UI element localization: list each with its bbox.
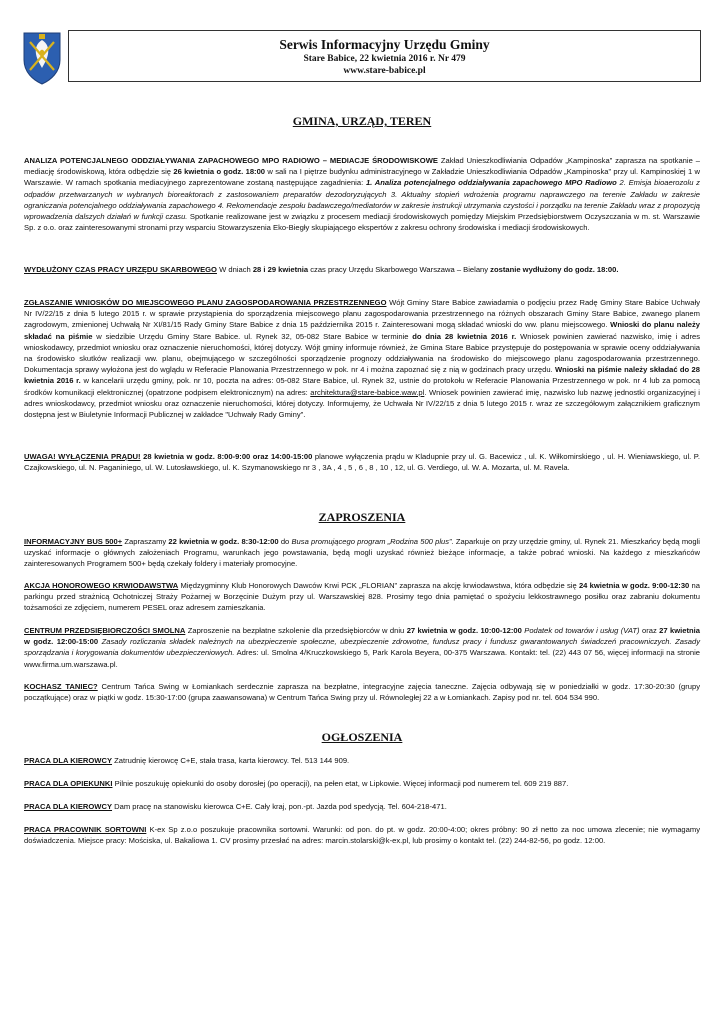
item-text: 24 kwietnia w godz. 9:00-12:30 <box>578 581 690 590</box>
item-text: 1. Analiza potencjalnego oddziaływania zapachowego MPO Radiowo <box>365 178 617 188</box>
item-text: oraz <box>639 626 660 635</box>
item-text: Zakład Unieszkodliwiania Odpadów „Kampinoska” zaprasza na spotkanie – mediację środowiskową, która odbędzie się <box>24 156 700 177</box>
item-text: czas pracy Urzędu Skarbowego Warszawa – Bielany <box>308 265 491 274</box>
item-text: ANALIZA POTENCJALNEGO ODDZIAŁYWANIA ZAPACHOWEGO MPO RADIOWO – MEDIACJE ŚRODOWISKOWE <box>24 156 438 165</box>
notice-zoning-plan <box>24 297 700 420</box>
item-text: 27 kwietnia w godz. 10:00-12:00 <box>406 626 522 635</box>
newsletter-header <box>68 30 701 82</box>
item-headline: INFORMACYJNY BUS 500+ <box>24 537 123 546</box>
item-text: Wniosek powinien zawierać nazwisko, imię i adres wnioskodawcy, przedmiot wniosku oraz oznaczenie nieruchomości, której dotyczy. Wójt gminy informuje również, że Gmina Stare Babice przystępuje do postępowania w sprawie oceny oddziaływania na środowisko skutków realizacji ww. planu, obejmującego w szczególności sporządzenie prognozy oddziaływania na środowisko do miejscowego planu zagospodarowania przestrzennego. Dokumentacja sprawy wyłożona jest do wglądu w Referacie Planowania Przestrzennego w pok. nr 4 i można zapoznać się z nią w godzinach pracy urzędu. <box>24 331 701 375</box>
item-text: 26 kwietnia o godz. 18:00 <box>173 167 266 177</box>
item-text: Dam pracę na stanowisku kierowca C+E. Cały kraj, pon.-pt. Jazda pod spedycją. Tel. 604-218-471. <box>112 802 447 811</box>
ad-caregiver-job <box>24 778 700 789</box>
item-text: 2. Emisja bioaerozolu z odpadów przetwarzanych w wybranych bioreaktorach z zastosowaniem preparatów dezodoryzujących 3. Aktualny stopień wdrożenia programu naprawczego na terenie Zakładu w zakresie ograniczania potencjalnego oddziaływania zapachowego 4. Rekomendacje zespołu badawczego/mediatorów w zakresie instrukcji utrzymania czystości i porządku na terenie Zakładu wraz z propozycją wprowadzenia dalszych działań w funkcji czasu. <box>24 178 700 222</box>
item-headline: PRACA PRACOWNIK SORTOWNI <box>24 825 147 834</box>
section-heading-ogloszenia: OGŁOSZENIA <box>321 730 403 744</box>
item-headline: PRACA DLA OPIEKUNKI <box>24 779 113 788</box>
item-text: Podatek od towarów i usług (VAT) <box>521 626 640 635</box>
invitation-blood-donation <box>24 580 700 614</box>
item-text: do dnia 28 kwietnia 2016 r. <box>412 331 517 341</box>
ad-sorting-worker-job <box>24 824 700 846</box>
item-text: Wnioski do planu należy składać na piśmie <box>24 320 700 341</box>
item-text: zostanie wydłużony do godz. 18:00. <box>490 265 619 274</box>
item-text: . Wniosek powinien zawierać imię, nazwisko lub nazwę jednostki organizacyjnej i adres wnioskodawcy, przedmiot wniosku oraz oznaczenie nieruchomości, której dotyczy. Informujemy, że Uchwała Nr IV/22/15 z dnia 5 lutego 2015 r. wraz ze szczegółowym załącznikiem graficznym dostępna jest w Biuletynie Informacji Publicznej w zakładce "Uchwały Rady Gminy". <box>24 387 700 420</box>
item-text: Adres: ul. Smolna 4/Kruczkowskiego 5, Park Karola Beyera, 00-375 Warszawa. Kontakt: tel. (22) 443 07 56, więcej informacji na stronie www.firma.um.warszawa.pl. <box>24 648 700 669</box>
item-text: 22 kwietnia w godz. 8:30-12:00 <box>168 537 279 546</box>
item-text: 27 kwietnia w godz. 12:00-15:00 <box>24 626 700 647</box>
item-headline: PRACA DLA KIEROWCY <box>24 802 113 811</box>
coat-of-arms-icon <box>20 30 64 86</box>
newsletter-title: Serwis Informacyjny Urzędu Gminy <box>279 37 490 52</box>
item-text: 28 kwietnia w godz. 8:00-9:00 oraz 14:00-15:00 <box>140 452 313 461</box>
item-text: Centrum Tańca Swing w Łomiankach serdecznie zaprasza na bezpłatne, integracyjne zajęcia taneczne. Zajęcia odbywają się w poniedziałki w godz. 17:30-20:30 (grupy początkujące) oraz w piątki w godz. 15:30-17:00 (grupa zaawansowana) w Centrum Tańca Swing przy ul. Równoległej 22 a w Łomiankach. Zapisy pod nr. tel. 604 534 990. <box>24 682 701 703</box>
item-headline: ZGŁASZANIE WNIOSKÓW DO MIEJSCOWEGO PLANU ZAGOSPODAROWANIA PRZESTRZENNEGO <box>24 298 387 307</box>
item-text: W dniach <box>216 265 253 274</box>
notice-power-outage <box>24 451 700 473</box>
item-text: 28 i 29 kwietnia <box>252 265 309 274</box>
item-text: K-ex Sp z.o.o poszukuje pracownika sortowni. Warunki: od pon. do pt. w godz. 20:00-4:00; okres próbny: 90 zł netto za noc umowa zlecenie; nie wymagamy doświadczenia. Miejsce pracy: Mościska, ul. Bakaliowa 1. CV prosimy przesłać na adres: marcin.stolarski@k-ex.pl, lub prosimy o kontakt tel. (22) 244-82-56, po godz. 12:00. <box>24 825 700 846</box>
item-text: Busa promującego program „Rodzina 500 plus”. <box>291 537 454 546</box>
item-text: w siedzibie Urzędu Gminy Stare Babice. ul. Rynek 32, 05-082 Stare Babice w terminie <box>92 331 413 341</box>
item-text: Wnioski na piśmie należy składać do 28 kwietnia 2016 r. <box>24 365 700 386</box>
ad-driver-job-2 <box>24 801 700 812</box>
item-text: Spotkanie realizowane jest w związku z procesem mediacji środowiskowych pomiędzy Miejskim Przedsiębiorstwem Oczyszczania w m. st. Warszawie Sp. z o.o. oraz zainteresowanymi stronami przy wsparciu Stowarzyszenia Eko-Biegły skupiającego ekspertów z zakresu ochrony środowiska i mediacji środowiskowych. <box>24 212 700 233</box>
notice-odour-mediation <box>24 155 700 233</box>
item-headline: WYDŁUŻONY CZAS PRACY URZĘDU SKARBOWEGO <box>24 265 217 274</box>
item-headline: KOCHASZ TANIEC? <box>24 682 98 691</box>
invitation-business-training <box>24 625 700 670</box>
item-text: Wójt Gminy Stare Babice zawiadamia o podjęciu przez Radę Gminy Stare Babice Uchwały Nr IV/22/15 z dnia 5 lutego 2015 r. w sprawie przystąpienia do sporządzenia miejscowego planu zagospodarowania przestrzennego na różnych obszarach Gminy Stare Babice, zwanego planem zagrodowym, zmienionej Uchwałą Nr XI/81/15 Rady Gminy Stare Babice z dnia 15 października 2015 r. Zainteresowani mogą składać wnioski do ww. planu miejscowego. <box>24 298 700 330</box>
item-text: Zaparkuje on przy urzędzie gminy, ul. Rynek 21. Mieszkańcy będą mogli uzyskać informacje o głównych założeniach Programu, warunkach jego powstawania, będą mogli uzyskać również bieżące informacje, a także pobrać wnioski. Na każdego z mieszkańców zainteresowanych Programem 500+ będą czekały foldery i materiały promocyjne. <box>24 537 700 569</box>
item-headline: PRACA DLA KIEROWCY <box>24 756 113 765</box>
item-text: do <box>278 537 292 546</box>
item-text: Zasady rozliczania składek należnych na ubezpieczenie społeczne, ubezpieczenie zdrowotne, fundusz pracy i fundusz gwarantowanych świadczeń pracowniczych. Zasady sporządzania i korygowania dokumentów ubezpieczeniowych. <box>24 637 700 658</box>
item-text: Zaproszenie na bezpłatne szkolenie dla przedsiębiorców w dniu <box>185 626 407 635</box>
item-text: Zapraszamy <box>122 537 169 546</box>
item-text: Międzygminny Klub Honorowych Dawców Krwi PCK „FLORIAN” zaprasza na akcję krwiodawstwa, która odbędzie się <box>178 581 579 590</box>
invitation-bus-500 <box>24 536 700 570</box>
item-headline: AKCJA HONOROWEGO KRWIODAWSTWA <box>24 581 179 590</box>
item-text: planowe wyłączenia prądu w Kladupnie przy ul. G. Bacewicz , ul. K. Wiłkomirskiego , ul. H. Wieniawskiego, ul. P. Czajkowskiego, ul. N. Paganiniego, ul. W. Lutosławskiego, ul. K. Szymanowskiego nr 3 , 3A , 4 , 5 , 6 , 8 , 10 , 12, ul. G. Verdiego, ul. W. A. Mozarta, ul. M. Ravela. <box>24 452 700 473</box>
item-text: w kancelarii urzędu gminy, pok. nr 10, poczta na adres: 05-082 Stare Babice, ul. Rynek 32, ustnie do protokołu w Referacie Planowania Przestrzennego w pok. nr 4 lub za pomocą środków komunikacji elektronicznej (opatrzone podpisem elektronicznym) na adres: <box>24 376 700 397</box>
website-link[interactable]: www.stare-babice.pl <box>343 66 426 76</box>
item-headline: CENTRUM PRZEDSIĘBIORCZOŚCI SMOLNA <box>24 626 186 635</box>
notice-tax-office-hours <box>24 264 700 275</box>
ad-driver-job <box>24 755 700 766</box>
section-heading-zaproszenia: ZAPROSZENIA <box>318 510 406 524</box>
item-text: Pilnie poszukuję opiekunki do osoby dorosłej (po operacji), na pełen etat, w Lipkowie. Więcej informacji pod numerem tel. 609 219 887. <box>112 779 569 788</box>
item-text: na parkingu przed strażnicą Ochotniczej Straży Pożarnej w Borzęcinie Dużym przy ul. Warszawskiej 828. Prosimy tego dnia pamiętać o spożyciu lekkostrawnego posiłku oraz zabraniu dokumentu tożsamości ze zdjęciem, numerem PESEL oraz adresem zamieszkania. <box>24 581 701 613</box>
issue-date-number: Stare Babice, 22 kwietnia 2016 r. Nr 479 <box>303 54 466 64</box>
item-text: w sali na I piętrze budynku administracyjnego w Zakładzie Unieszkodliwiania Odpadów „Kampinoska” przy ul. Kampinoskiej 1 w Warszawie. W ramach spotkania mediacyjnego zaprezentowane zostaną następujące zagadnienia: <box>24 167 701 188</box>
item-text: Zatrudnię kierowcę C+E, stała trasa, karta kierowcy. Tel. 513 144 909. <box>112 756 350 765</box>
item-headline: UWAGA! WYŁĄCZENIA PRĄDU! <box>24 452 141 461</box>
invitation-dance-classes <box>24 681 700 703</box>
section-heading-gmina: GMINA, URZĄD, TEREN <box>292 114 432 128</box>
email-link[interactable]: architektura@stare-babice.waw.pl <box>310 387 425 397</box>
